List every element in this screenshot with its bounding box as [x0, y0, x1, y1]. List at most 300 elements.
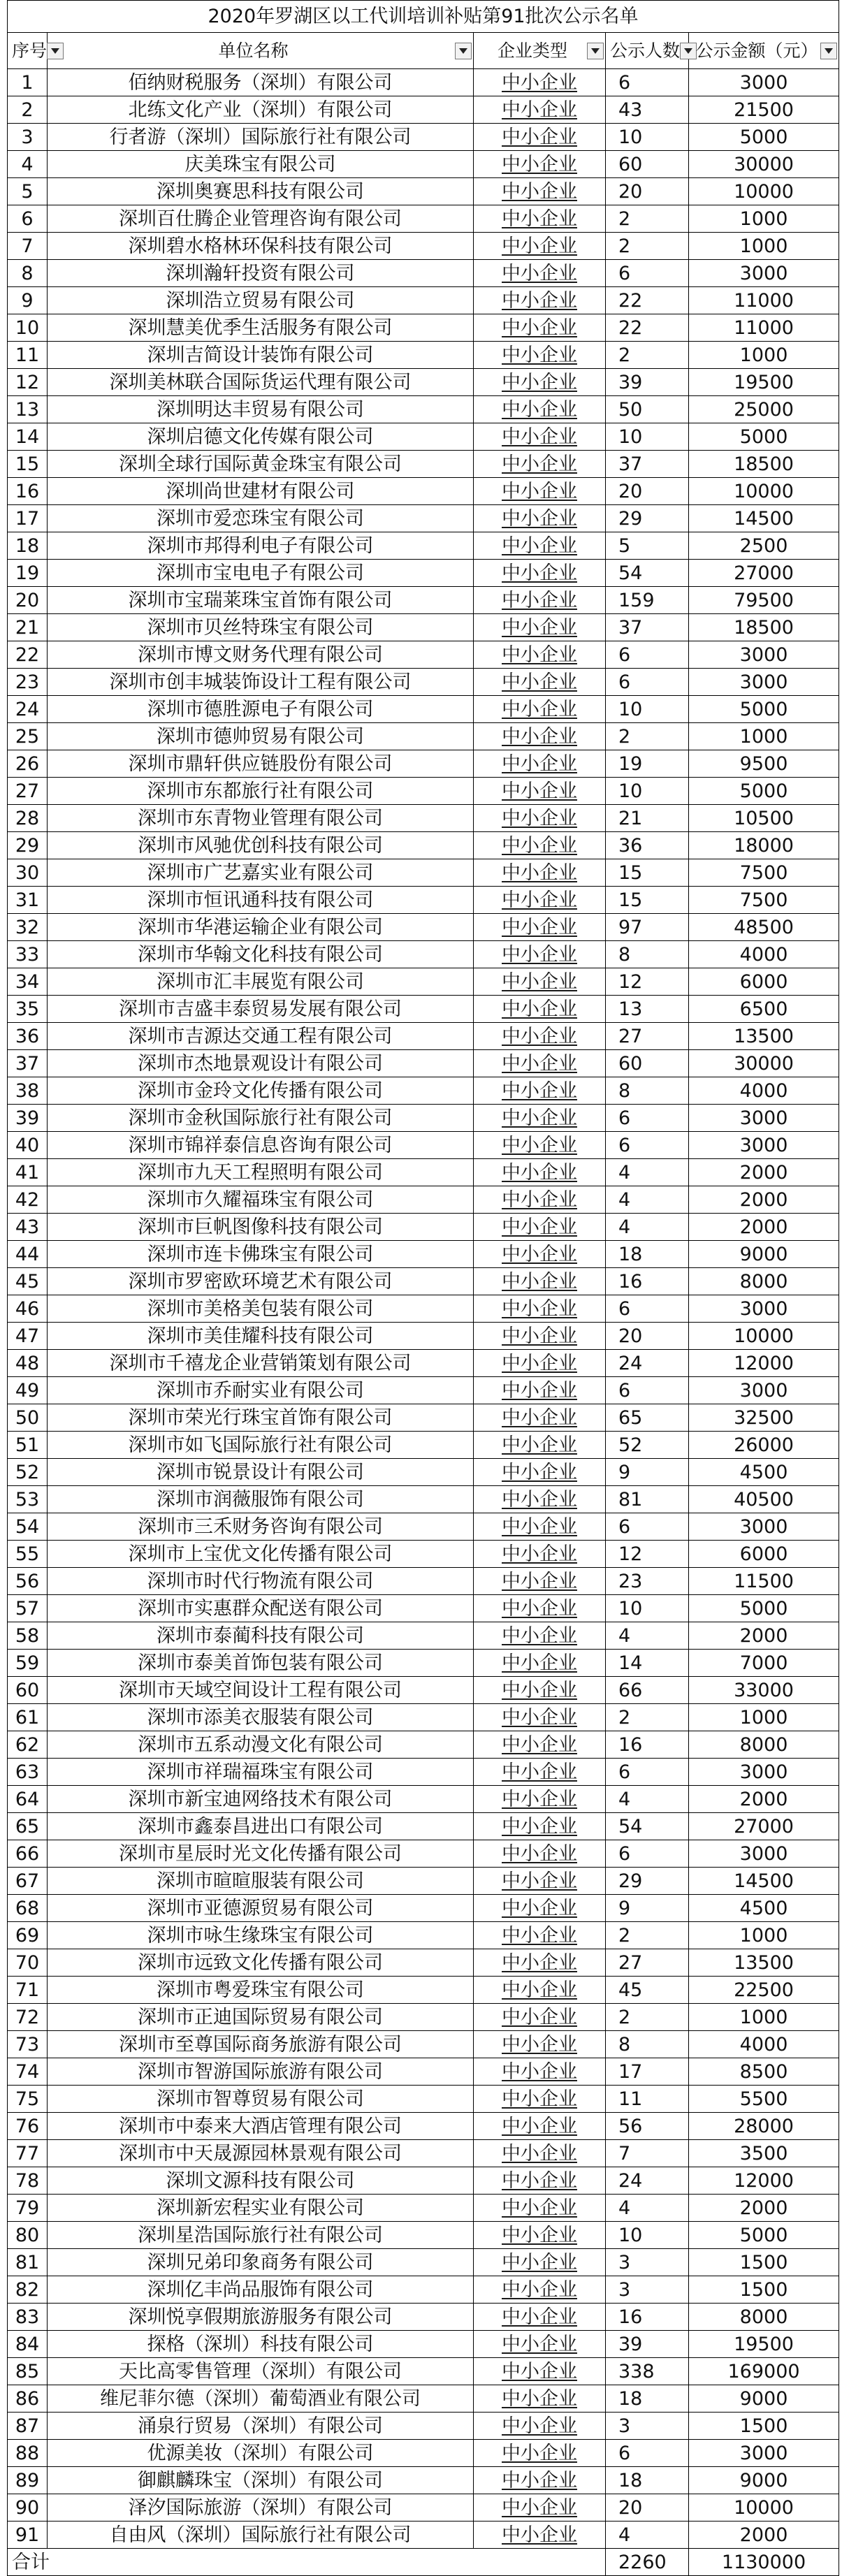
cell-seq: 52	[8, 1459, 48, 1486]
cell-company-type	[474, 451, 606, 478]
cell-seq: 33	[8, 941, 48, 968]
header-count-label: 公示人数	[610, 41, 681, 61]
company-type-text: 中小企业	[502, 1325, 577, 1347]
cell-seq: 44	[8, 1241, 48, 1268]
cell-company-type	[474, 2467, 606, 2494]
cell-company-type	[474, 1350, 606, 1377]
cell-count: 39	[606, 2331, 689, 2358]
cell-company-name: 深圳市中天晟源园林景观有限公司	[48, 2140, 474, 2167]
cell-count: 6	[606, 1840, 689, 1868]
company-type-text: 中小企业	[502, 208, 577, 230]
cell-seq: 80	[8, 2222, 48, 2249]
cell-amount: 12000	[689, 1350, 839, 1377]
cell-seq: 51	[8, 1432, 48, 1459]
company-type-text: 中小企业	[502, 1379, 577, 1402]
table-row	[8, 1295, 839, 1323]
cell-company-type	[474, 1622, 606, 1650]
cell-amount: 48500	[689, 914, 839, 941]
cell-company-name: 深圳市亚德源贸易有限公司	[48, 1895, 474, 1922]
cell-amount: 9500	[689, 750, 839, 778]
cell-amount: 8500	[689, 2058, 839, 2086]
cell-count: 65	[606, 1404, 689, 1432]
cell-company-type	[474, 1759, 606, 1786]
cell-count: 23	[606, 1568, 689, 1595]
table-row	[8, 1650, 839, 1677]
cell-count: 36	[606, 832, 689, 859]
table-row	[8, 1105, 839, 1132]
cell-amount: 2000	[689, 1159, 839, 1186]
cell-company-name: 深圳市暄暄服装有限公司	[48, 1868, 474, 1895]
table-row	[8, 2385, 839, 2413]
cell-company-type	[474, 2413, 606, 2440]
cell-company-name: 深圳兄弟印象商务有限公司	[48, 2249, 474, 2276]
cell-company-type	[474, 1432, 606, 1459]
table-row	[8, 1513, 839, 1541]
cell-company-name: 深圳市德胜源电子有限公司	[48, 696, 474, 723]
cell-amount: 8000	[689, 1268, 839, 1295]
cell-amount: 3000	[689, 1132, 839, 1159]
cell-amount: 1000	[689, 205, 839, 233]
cell-company-name: 深圳市智尊贸易有限公司	[48, 2086, 474, 2113]
cell-amount: 14500	[689, 505, 839, 532]
company-type-text: 中小企业	[502, 916, 577, 938]
cell-count: 3	[606, 2249, 689, 2276]
cell-seq: 5	[8, 178, 48, 205]
cell-company-name: 深圳市华港运输企业有限公司	[48, 914, 474, 941]
cell-count: 54	[606, 560, 689, 587]
table-row	[8, 1323, 839, 1350]
cell-count: 2	[606, 723, 689, 750]
cell-company-type	[474, 1813, 606, 1840]
cell-count: 16	[606, 2304, 689, 2331]
table-row	[8, 1432, 839, 1459]
cell-company-name: 御麒麟珠宝（深圳）有限公司	[48, 2467, 474, 2494]
cell-amount: 3000	[689, 669, 839, 696]
cell-company-type	[474, 2385, 606, 2413]
company-type-text: 中小企业	[502, 2278, 577, 2301]
company-type-text: 中小企业	[502, 2415, 577, 2437]
cell-company-type	[474, 1650, 606, 1677]
cell-count: 60	[606, 1050, 689, 1077]
cell-count: 12	[606, 1541, 689, 1568]
company-type-text: 中小企业	[502, 2169, 577, 2192]
cell-company-type	[474, 2522, 606, 2549]
cell-amount: 2000	[689, 1214, 839, 1241]
cell-count: 159	[606, 587, 689, 614]
cell-amount: 9000	[689, 2385, 839, 2413]
company-type-text: 中小企业	[502, 834, 577, 857]
table-row	[8, 750, 839, 778]
company-type-text: 中小企业	[502, 153, 577, 175]
cell-count: 18	[606, 1241, 689, 1268]
cell-amount: 10000	[689, 178, 839, 205]
cell-company-name: 深圳市东都旅行社有限公司	[48, 778, 474, 805]
cell-company-type	[474, 1704, 606, 1731]
table-row	[8, 614, 839, 641]
cell-company-type	[474, 2140, 606, 2167]
cell-seq: 25	[8, 723, 48, 750]
cell-amount: 4000	[689, 1077, 839, 1105]
cell-seq: 69	[8, 1922, 48, 1949]
cell-company-name: 深圳市创丰城装饰设计工程有限公司	[48, 669, 474, 696]
company-type-text: 中小企业	[502, 180, 577, 203]
table-row	[8, 1023, 839, 1050]
cell-company-name: 深圳瀚轩投资有限公司	[48, 260, 474, 287]
cell-count: 10	[606, 1595, 689, 1622]
cell-amount: 9000	[689, 2467, 839, 2494]
cell-company-type	[474, 1840, 606, 1868]
cell-company-name: 深圳市贝丝特珠宝有限公司	[48, 614, 474, 641]
cell-company-name: 北练文化产业（深圳）有限公司	[48, 96, 474, 124]
cell-amount: 5000	[689, 778, 839, 805]
cell-company-type	[474, 532, 606, 560]
company-type-text: 中小企业	[502, 1461, 577, 1483]
cell-amount: 11000	[689, 314, 839, 342]
cell-company-name: 深圳市粤爱珠宝有限公司	[48, 1977, 474, 2004]
cell-company-type	[474, 2304, 606, 2331]
cell-amount: 1500	[689, 2413, 839, 2440]
company-type-text: 中小企业	[502, 889, 577, 911]
cell-amount: 33000	[689, 1677, 839, 1704]
company-type-text: 中小企业	[502, 698, 577, 720]
table-row	[8, 532, 839, 560]
cell-seq: 30	[8, 859, 48, 887]
cell-company-name: 深圳市锐景设计有限公司	[48, 1459, 474, 1486]
cell-company-name: 深圳市实惠群众配送有限公司	[48, 1595, 474, 1622]
company-type-text: 中小企业	[502, 99, 577, 121]
cell-amount: 7500	[689, 887, 839, 914]
cell-company-type	[474, 859, 606, 887]
cell-amount: 10000	[689, 2494, 839, 2522]
cell-company-name: 深圳美林联合国际货运代理有限公司	[48, 369, 474, 396]
company-type-text: 中小企业	[502, 2333, 577, 2355]
cell-company-name: 深圳亿丰尚品服饰有限公司	[48, 2276, 474, 2304]
cell-amount: 1500	[689, 2276, 839, 2304]
cell-company-type	[474, 2249, 606, 2276]
cell-company-type	[474, 996, 606, 1023]
cell-seq: 88	[8, 2440, 48, 2467]
cell-count: 6	[606, 1105, 689, 1132]
table-row	[8, 314, 839, 342]
table-row	[8, 1677, 839, 1704]
company-type-text: 中小企业	[502, 1897, 577, 1919]
cell-company-type	[474, 1132, 606, 1159]
cell-seq: 10	[8, 314, 48, 342]
cell-seq: 19	[8, 560, 48, 587]
cell-amount: 1500	[689, 2249, 839, 2276]
cell-seq: 15	[8, 451, 48, 478]
cell-count: 12	[606, 968, 689, 996]
cell-company-type	[474, 1323, 606, 1350]
cell-count: 21	[606, 805, 689, 832]
company-type-text: 中小企业	[502, 807, 577, 829]
cell-amount: 14500	[689, 1868, 839, 1895]
cell-company-name: 深圳市吉盛丰泰贸易发展有限公司	[48, 996, 474, 1023]
cell-seq: 82	[8, 2276, 48, 2304]
cell-amount: 5000	[689, 2222, 839, 2249]
cell-company-name: 深圳市金玲文化传播有限公司	[48, 1077, 474, 1105]
cell-seq: 26	[8, 750, 48, 778]
table-row	[8, 1813, 839, 1840]
company-type-text: 中小企业	[502, 1543, 577, 1565]
cell-company-name: 深圳市新宝迪网络技术有限公司	[48, 1786, 474, 1813]
cell-amount: 5000	[689, 696, 839, 723]
company-type-text: 中小企业	[502, 1570, 577, 1592]
table-row	[8, 124, 839, 151]
cell-amount: 1000	[689, 1704, 839, 1731]
cell-seq: 20	[8, 587, 48, 614]
cell-company-type	[474, 69, 606, 96]
cell-seq: 35	[8, 996, 48, 1023]
cell-amount: 6000	[689, 968, 839, 996]
company-type-text: 中小企业	[502, 2088, 577, 2110]
cell-count: 4	[606, 1214, 689, 1241]
company-type-text: 中小企业	[502, 1870, 577, 1892]
cell-company-name: 深圳市博文财务代理有限公司	[48, 641, 474, 669]
cell-amount: 19500	[689, 2331, 839, 2358]
table-row	[8, 1186, 839, 1214]
header-seq-label: 序号	[12, 41, 48, 61]
cell-count: 11	[606, 2086, 689, 2113]
cell-company-name: 深圳市汇丰展览有限公司	[48, 968, 474, 996]
cell-seq: 17	[8, 505, 48, 532]
cell-seq: 61	[8, 1704, 48, 1731]
cell-company-type	[474, 641, 606, 669]
cell-count: 97	[606, 914, 689, 941]
company-type-text: 中小企业	[502, 316, 577, 339]
cell-company-name: 深圳吉简设计装饰有限公司	[48, 342, 474, 369]
cell-count: 4	[606, 1159, 689, 1186]
cell-count: 3	[606, 2276, 689, 2304]
cell-amount: 8000	[689, 2304, 839, 2331]
cell-amount: 2500	[689, 532, 839, 560]
table-row	[8, 1459, 839, 1486]
cell-company-name: 深圳市连卡佛珠宝有限公司	[48, 1241, 474, 1268]
cell-count: 4	[606, 1186, 689, 1214]
cell-company-name: 深圳市天域空间设计工程有限公司	[48, 1677, 474, 1704]
cell-count: 14	[606, 1650, 689, 1677]
cell-company-name: 深圳新宏程实业有限公司	[48, 2195, 474, 2222]
header-name-label: 单位名称	[218, 41, 289, 61]
company-type-text: 中小企业	[502, 1951, 577, 1974]
cell-company-name: 深圳市乔耐实业有限公司	[48, 1377, 474, 1404]
table-row	[8, 2440, 839, 2467]
cell-company-name: 佰纳财税服务（深圳）有限公司	[48, 69, 474, 96]
cell-seq: 21	[8, 614, 48, 641]
cell-company-name: 深圳星浩国际旅行社有限公司	[48, 2222, 474, 2249]
cell-amount: 30000	[689, 151, 839, 178]
table-row	[8, 968, 839, 996]
cell-seq: 24	[8, 696, 48, 723]
cell-company-name: 优源美妆（深圳）有限公司	[48, 2440, 474, 2467]
cell-company-name: 深圳市九天工程照明有限公司	[48, 1159, 474, 1186]
filter-dropdown-icon[interactable]	[455, 43, 472, 59]
cell-company-type	[474, 342, 606, 369]
table-row	[8, 2358, 839, 2385]
cell-company-type	[474, 1568, 606, 1595]
table-row	[8, 1977, 839, 2004]
company-type-text: 中小企业	[502, 562, 577, 584]
cell-amount: 4500	[689, 1895, 839, 1922]
cell-amount: 22500	[689, 1977, 839, 2004]
table-row	[8, 832, 839, 859]
cell-count: 54	[606, 1813, 689, 1840]
table-row	[8, 1868, 839, 1895]
cell-company-type	[474, 1513, 606, 1541]
cell-count: 4	[606, 2195, 689, 2222]
table-row	[8, 2113, 839, 2140]
cell-company-type	[474, 369, 606, 396]
company-type-text: 中小企业	[502, 1706, 577, 1729]
cell-company-name: 深圳碧水格林环保科技有限公司	[48, 233, 474, 260]
cell-amount: 1000	[689, 2004, 839, 2031]
cell-amount: 27000	[689, 560, 839, 587]
cell-company-type	[474, 124, 606, 151]
cell-company-type	[474, 696, 606, 723]
cell-amount: 3000	[689, 641, 839, 669]
table-row	[8, 1214, 839, 1241]
table-row	[8, 805, 839, 832]
cell-company-type	[474, 887, 606, 914]
cell-company-type	[474, 2331, 606, 2358]
cell-amount: 8000	[689, 1731, 839, 1759]
cell-count: 9	[606, 1895, 689, 1922]
cell-seq: 32	[8, 914, 48, 941]
cell-count: 45	[606, 1977, 689, 2004]
table-row	[8, 723, 839, 750]
company-type-text: 中小企业	[502, 2251, 577, 2273]
header-row	[8, 33, 839, 69]
cell-count: 2	[606, 2004, 689, 2031]
table-row	[8, 996, 839, 1023]
cell-amount: 3000	[689, 260, 839, 287]
cell-count: 39	[606, 369, 689, 396]
cell-count: 15	[606, 887, 689, 914]
cell-company-type	[474, 1459, 606, 1486]
cell-count: 6	[606, 1759, 689, 1786]
company-type-text: 中小企业	[502, 344, 577, 366]
cell-company-type	[474, 1023, 606, 1050]
cell-amount: 3000	[689, 1513, 839, 1541]
cell-company-type	[474, 1050, 606, 1077]
cell-company-name: 深圳悦享假期旅游服务有限公司	[48, 2304, 474, 2331]
cell-company-type	[474, 1949, 606, 1977]
cell-count: 4	[606, 1786, 689, 1813]
table-row	[8, 2522, 839, 2549]
company-type-text: 中小企业	[502, 480, 577, 502]
cell-company-type	[474, 1486, 606, 1513]
company-type-text: 中小企业	[502, 1052, 577, 1075]
cell-company-name: 深圳市润薇服饰有限公司	[48, 1486, 474, 1513]
cell-amount: 5000	[689, 1595, 839, 1622]
company-type-text: 中小企业	[502, 616, 577, 639]
cell-company-type	[474, 1868, 606, 1895]
cell-company-type	[474, 178, 606, 205]
table-row	[8, 2304, 839, 2331]
cell-company-name: 深圳市美佳耀科技有限公司	[48, 1323, 474, 1350]
cell-count: 10	[606, 423, 689, 451]
cell-company-name: 深圳市东青物业管理有限公司	[48, 805, 474, 832]
cell-count: 10	[606, 124, 689, 151]
cell-company-name: 深圳百仕腾企业管理咨询有限公司	[48, 205, 474, 233]
cell-company-name: 深圳市久耀福珠宝有限公司	[48, 1186, 474, 1214]
header-amount-label: 公示金额（元）	[695, 41, 818, 61]
cell-seq: 7	[8, 233, 48, 260]
cell-company-type	[474, 151, 606, 178]
table-row	[8, 342, 839, 369]
cell-company-name: 深圳慧美优季生活服务有限公司	[48, 314, 474, 342]
table-row	[8, 369, 839, 396]
cell-count: 56	[606, 2113, 689, 2140]
table-row	[8, 941, 839, 968]
cell-company-name: 深圳市德帅贸易有限公司	[48, 723, 474, 750]
filter-dropdown-icon[interactable]	[587, 43, 604, 59]
table-row	[8, 1241, 839, 1268]
header-seq	[8, 33, 48, 69]
cell-amount: 11500	[689, 1568, 839, 1595]
cell-company-name: 深圳市咏生缘珠宝有限公司	[48, 1922, 474, 1949]
cell-company-name: 行者游（深圳）国际旅行社有限公司	[48, 124, 474, 151]
cell-amount: 1000	[689, 723, 839, 750]
company-type-text: 中小企业	[502, 2060, 577, 2083]
table-row	[8, 396, 839, 423]
table-row	[8, 1622, 839, 1650]
cell-seq: 76	[8, 2113, 48, 2140]
company-type-text: 中小企业	[502, 1107, 577, 1129]
header-amount	[689, 33, 839, 69]
cell-company-name: 深圳市鼎轩供应链股份有限公司	[48, 750, 474, 778]
filter-dropdown-icon[interactable]	[820, 43, 837, 59]
cell-amount: 13500	[689, 1023, 839, 1050]
cell-company-name: 深圳市时代行物流有限公司	[48, 1568, 474, 1595]
cell-amount: 3000	[689, 1377, 839, 1404]
company-type-text: 中小企业	[502, 1597, 577, 1620]
cell-company-name: 天比高零售管理（深圳）有限公司	[48, 2358, 474, 2385]
cell-count: 338	[606, 2358, 689, 2385]
company-type-text: 中小企业	[502, 1624, 577, 1647]
cell-count: 37	[606, 614, 689, 641]
cell-company-name: 深圳市远致文化传播有限公司	[48, 1949, 474, 1977]
cell-amount: 13500	[689, 1949, 839, 1977]
cell-seq: 50	[8, 1404, 48, 1432]
table-row	[8, 2086, 839, 2113]
cell-count: 10	[606, 2222, 689, 2249]
cell-amount: 5000	[689, 423, 839, 451]
cell-count: 8	[606, 1077, 689, 1105]
table-row	[8, 1759, 839, 1786]
cell-company-name: 深圳文源科技有限公司	[48, 2167, 474, 2195]
table-row	[8, 1077, 839, 1105]
cell-seq: 41	[8, 1159, 48, 1186]
cell-amount: 10000	[689, 1323, 839, 1350]
cell-count: 81	[606, 1486, 689, 1513]
cell-company-type	[474, 1595, 606, 1622]
cell-count: 16	[606, 1731, 689, 1759]
table-row	[8, 2467, 839, 2494]
cell-amount: 40500	[689, 1486, 839, 1513]
company-type-text: 中小企业	[502, 425, 577, 448]
company-type-text: 中小企业	[502, 126, 577, 148]
cell-company-type	[474, 1786, 606, 1813]
table-row	[8, 96, 839, 124]
cell-amount: 1000	[689, 342, 839, 369]
table-row	[8, 887, 839, 914]
company-type-text: 中小企业	[502, 507, 577, 530]
cell-seq: 84	[8, 2331, 48, 2358]
cell-amount: 1000	[689, 1922, 839, 1949]
cell-company-name: 深圳市泰美首饰包装有限公司	[48, 1650, 474, 1677]
cell-company-type	[474, 669, 606, 696]
